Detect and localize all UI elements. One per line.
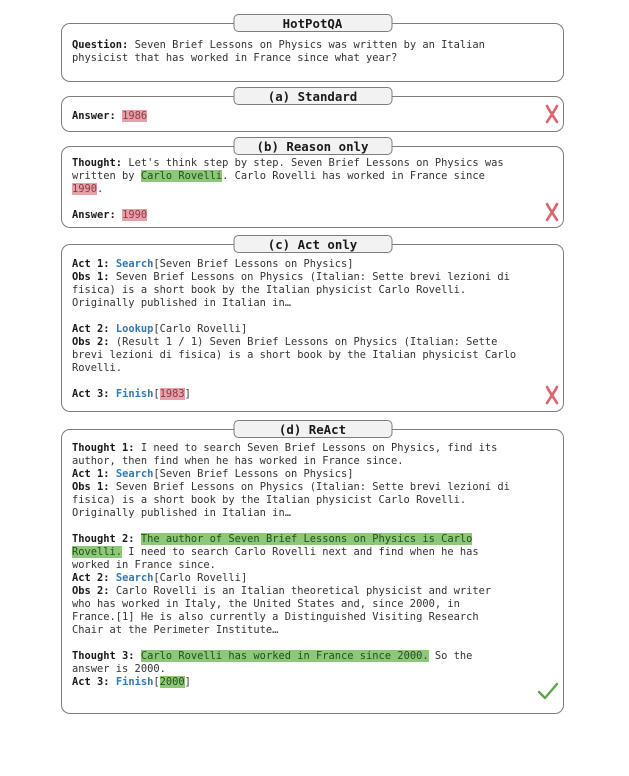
bracket: [: [153, 676, 160, 688]
standard-box: [61, 89, 564, 132]
highlight-wrong-year: 1990: [72, 183, 98, 195]
act-label: Act 2:: [72, 572, 110, 584]
thought-label: Thought 1:: [72, 442, 135, 454]
answer-label: Answer:: [72, 209, 116, 221]
bracket: [: [153, 388, 160, 400]
hotpotqa-tab: HotPotQA: [233, 14, 392, 32]
thought-text: .: [97, 183, 104, 195]
thought-text: author, then find when he has worked in France since.: [72, 455, 404, 467]
reason-only-box: [61, 139, 564, 228]
thought-text: I need to search Carlo Rovelli next and find when he has: [122, 546, 479, 558]
answer-label: Answer:: [72, 110, 116, 122]
search-action: Search: [115, 258, 154, 270]
obs-text: fisica) is a short book by the Italian physicist Carlo Rovelli.: [72, 284, 467, 296]
obs-text: who has worked in Italy, the United States and, since 2000, in: [72, 598, 460, 610]
answer-value: 1986: [122, 110, 148, 122]
obs-label: Obs 1:: [72, 481, 110, 493]
bracket: ]: [184, 676, 191, 688]
thought-text: written by: [72, 170, 141, 182]
act-label: Act 1:: [72, 258, 110, 270]
obs-text: Seven Brief Lessons on Physics (Italian: Sette brevi lezioni di: [115, 271, 510, 283]
check-mark-icon: [537, 682, 559, 700]
obs-text: France.[1] He is also currently a Distinguished Visiting Research: [72, 611, 479, 623]
react-tab: (d) ReAct: [233, 420, 392, 438]
highlight-conclusion: Carlo Rovelli has worked in France since 2000.: [140, 650, 429, 662]
act-label: Act 2:: [72, 323, 110, 335]
reason-content: [72, 157, 549, 222]
thought-text: I need to search Seven Brief Lessons on Physics, find its: [140, 442, 498, 454]
question-line: physicist that has worked in France since what year?: [72, 52, 398, 64]
thought-text: Let's think step by step. Seven Brief Lessons on Physics was: [128, 157, 504, 169]
obs-text: Rovelli.: [72, 362, 123, 374]
search-action: Search: [115, 468, 154, 480]
react-box: [61, 422, 564, 714]
obs-text: Originally published in Italian in…: [72, 507, 291, 519]
highlight-author-thought: The author of Seven Brief Lessons on Physics is Carlo: [140, 533, 473, 545]
highlight-author: Carlo Rovelli: [140, 170, 223, 182]
cross-mark-icon: [544, 385, 560, 405]
hotpotqa-question-box: [61, 16, 564, 82]
thought-label: Thought:: [72, 157, 123, 169]
lookup-action: Lookup: [115, 323, 154, 335]
obs-text: Carlo Rovelli is an Italian theoretical physicist and writer: [115, 585, 492, 597]
action-arg: [Carlo Rovelli]: [153, 572, 248, 584]
finish-action: Finish: [115, 676, 154, 688]
obs-text: Originally published in Italian in…: [72, 297, 291, 309]
highlight-author-thought: Rovelli.: [72, 546, 123, 558]
thought-label: Thought 2:: [72, 533, 135, 545]
obs-text: fisica) is a short book by the Italian physicist Carlo Rovelli.: [72, 494, 467, 506]
action-arg: [Carlo Rovelli]: [153, 323, 248, 335]
thought-text: worked in France since.: [72, 559, 216, 571]
obs-text: brevi lezioni di fisica) is a short book by the Italian physicist Carlo: [72, 349, 517, 361]
cross-mark-icon: [544, 104, 560, 124]
finish-action: Finish: [115, 388, 154, 400]
standard-content: [72, 110, 549, 123]
answer-value: 1990: [122, 209, 148, 221]
question-line: Seven Brief Lessons on Physics was written by an Italian: [134, 39, 485, 51]
action-arg: [Seven Brief Lessons on Physics]: [153, 258, 354, 270]
obs-label: Obs 1:: [72, 271, 110, 283]
obs-label: Obs 2:: [72, 585, 110, 597]
obs-label: Obs 2:: [72, 336, 110, 348]
react-content: [72, 442, 549, 689]
act-label: Act 3:: [72, 676, 110, 688]
thought-text: So the: [428, 650, 473, 662]
action-arg: [Seven Brief Lessons on Physics]: [153, 468, 354, 480]
act-only-box: [61, 237, 564, 412]
cross-mark-icon: [544, 202, 560, 222]
act-content: [72, 258, 549, 401]
obs-text: Chair at the Perimeter Institute…: [72, 624, 279, 636]
question-content: [72, 39, 549, 65]
finish-answer: 1983: [159, 388, 185, 400]
thought-text: answer is 2000.: [72, 663, 166, 675]
act-only-tab: (c) Act only: [233, 235, 392, 253]
act-label: Act 3:: [72, 388, 110, 400]
bracket: ]: [184, 388, 191, 400]
reason-only-tab: (b) Reason only: [233, 137, 392, 155]
obs-text: (Result 1 / 1) Seven Brief Lessons on Physics (Italian: Sette: [115, 336, 498, 348]
question-label: Question:: [72, 39, 129, 51]
standard-tab: (a) Standard: [233, 87, 392, 105]
thought-label: Thought 3:: [72, 650, 135, 662]
search-action: Search: [115, 572, 154, 584]
act-label: Act 1:: [72, 468, 110, 480]
obs-text: Seven Brief Lessons on Physics (Italian: Sette brevi lezioni di: [115, 481, 510, 493]
finish-answer: 2000: [159, 676, 185, 688]
thought-text: . Carlo Rovelli has worked in France since: [222, 170, 485, 182]
